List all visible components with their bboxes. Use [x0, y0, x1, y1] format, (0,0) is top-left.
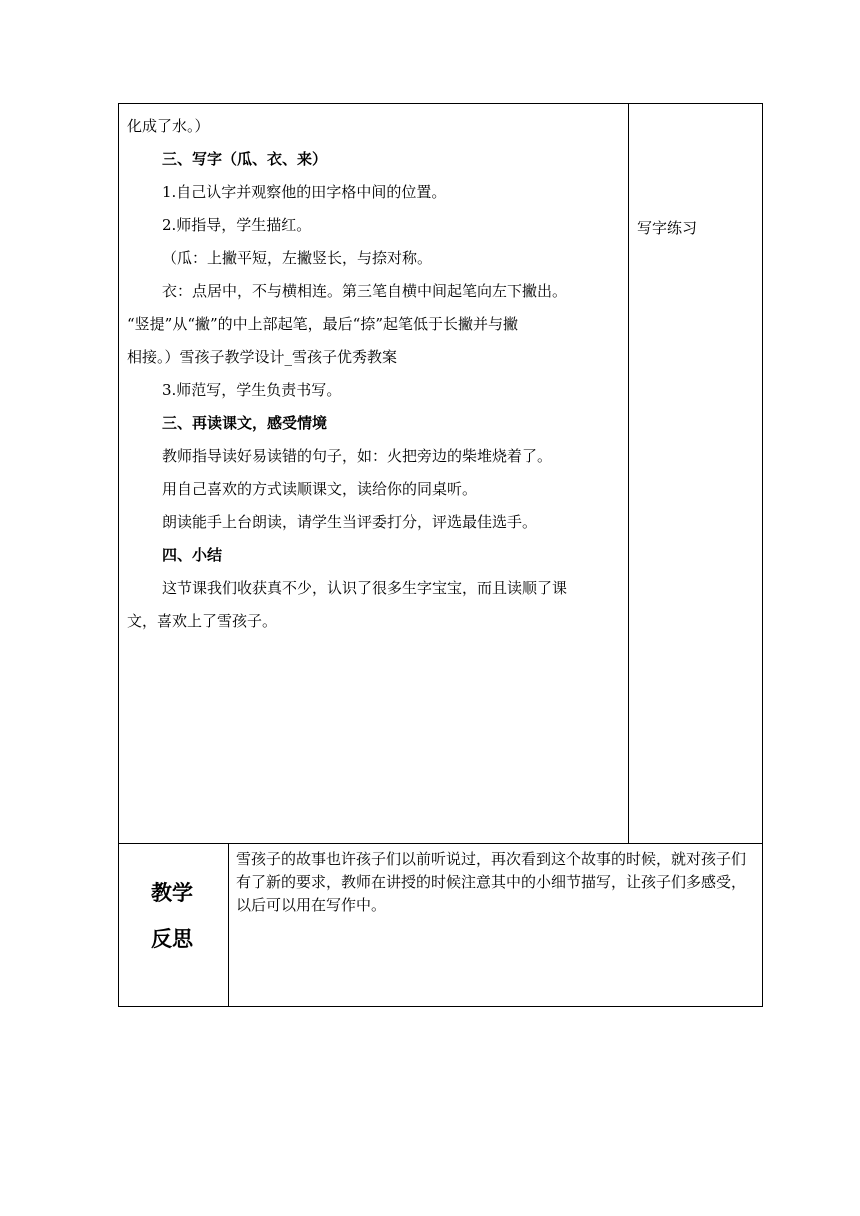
text-line: “竖提”从“撇”的中上部起笔，最后“捺”起笔低于长撇并与撇 — [127, 315, 519, 333]
text-line: （瓜：上撇平短，左撇竖长，与捺对称。 — [162, 249, 433, 267]
text-line: 文，喜欢上了雪孩子。 — [127, 612, 278, 630]
section-heading: 三、再读课文，感受情境 — [162, 414, 328, 432]
reflection-label-line2: 反思 — [151, 927, 193, 951]
text-line: 1.自己认字并观察他的田字格中间的位置。 — [162, 183, 447, 201]
text-line: 化成了水。） — [127, 117, 210, 135]
column-divider — [628, 103, 629, 844]
text-line: 3.师范写，学生负责书写。 — [162, 381, 342, 399]
section-heading: 四、小结 — [162, 546, 223, 564]
section-heading: 三、写字（瓜、衣、来） — [162, 150, 328, 168]
side-note: 写字练习 — [637, 219, 698, 237]
reflection-text: 雪孩子的故事也许孩子们以前听说过，再次看到这个故事的时候，就对孩子们有了新的要求，教师在讲授的时候注意其中的小细节描写，让孩子们多感受，以后可以用在写作中。 — [236, 850, 747, 914]
text-line: 相接。）雪孩子教学设计_雪孩子优秀教案 — [127, 348, 398, 366]
text-line: 这节课我们收获真不少，认识了很多生字宝宝，而且读顺了课 — [162, 579, 568, 597]
reflection-divider — [228, 843, 229, 1007]
text-line: 教师指导读好易读错的句子，如：火把旁边的柴堆烧着了。 — [162, 447, 553, 465]
row-divider — [118, 843, 763, 844]
text-line: 朗读能手上台朗读，请学生当评委打分，评选最佳选手。 — [162, 513, 538, 531]
text-line: 衣：点居中，不与横相连。第三笔自横中间起笔向左下撇出。 — [162, 282, 568, 300]
text-line: 用自己喜欢的方式读顺课文，读给你的同桌听。 — [162, 480, 478, 498]
text-line: 2.师指导，学生描红。 — [162, 216, 312, 234]
reflection-label-line1: 教学 — [151, 881, 193, 905]
